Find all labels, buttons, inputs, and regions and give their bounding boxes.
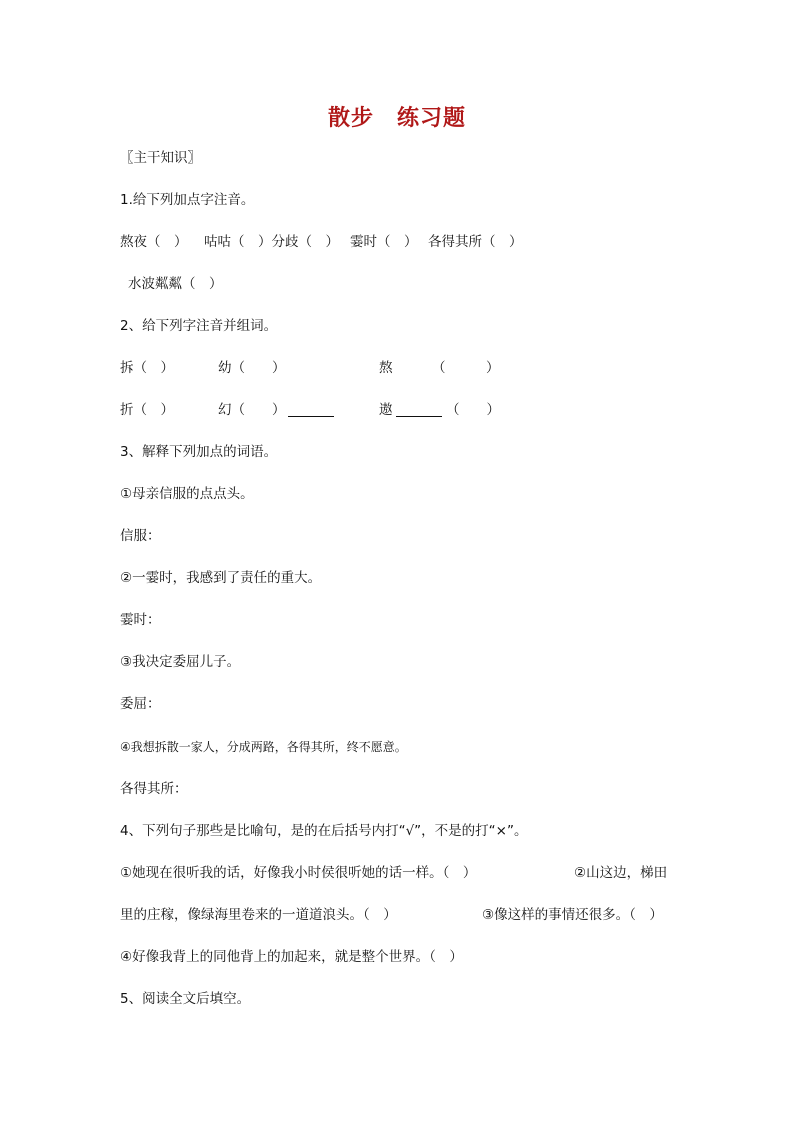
q2-item: 熬 [379,360,393,376]
q1-item: 熬夜（ ） [120,234,188,250]
q2-item: 幻（ ） [218,402,286,418]
q4-item: ④好像我背上的同他背上的加起来，就是整个世界。（ ） [120,949,463,965]
q2-item: （ ） [446,402,500,418]
q5-prompt: 5、阅读全文后填空。 [120,991,251,1007]
q3-prompt: 3、解释下列加点的词语。 [120,444,278,460]
q1-item: 咕咕（ ）分歧（ ） [204,234,339,250]
q4-item: ③像这样的事情还很多。（ ） [482,907,663,923]
q2-item: 遨 [379,402,393,418]
q1-item: 水波粼粼（ ） [128,276,223,292]
q3-sentence: ④我想拆散一家人，分成两路，各得其所，终不愿意。 [120,740,407,754]
q2-item: 幼（ ） [218,360,286,376]
q3-sentence: ①母亲信服的点点头。 [120,486,254,502]
q3-answer-label: 信服： [120,528,161,544]
q3-sentence: ③我决定委屈儿子。 [120,654,241,670]
answer-blank[interactable] [396,402,442,417]
q2-prompt: 2、给下列字注音并组词。 [120,318,278,334]
q4-item: ②山这边，梯田 [574,865,668,881]
q1-item: 霎时（ ） [350,234,418,250]
q3-answer-label: 霎时： [120,612,161,628]
q2-item: （ ） [432,360,500,376]
q1-prompt: 1.给下列加点字注音。 [120,192,255,208]
q4-item: 里的庄稼，像绿海里卷来的一道道浪头。（ ） [120,907,397,923]
q3-answer-label: 委屈： [120,696,161,712]
q4-prompt: 4、下列句子那些是比喻句，是的在后括号内打“√”，不是的打“×”。 [120,823,528,839]
q1-item: 各得其所（ ） [428,234,523,250]
q2-item: 折（ ） [120,402,174,418]
page-title: 散步 练习题 [327,105,466,131]
q2-item: 拆（ ） [120,360,174,376]
q3-answer-label: 各得其所： [120,781,188,797]
section-heading: 〖主干知识〗 [120,150,201,166]
q4-item: ①她现在很听我的话，好像我小时侯很听她的话一样。（ ） [120,865,477,881]
answer-blank[interactable] [288,402,334,417]
q3-sentence: ②一霎时，我感到了责任的重大。 [120,570,322,586]
